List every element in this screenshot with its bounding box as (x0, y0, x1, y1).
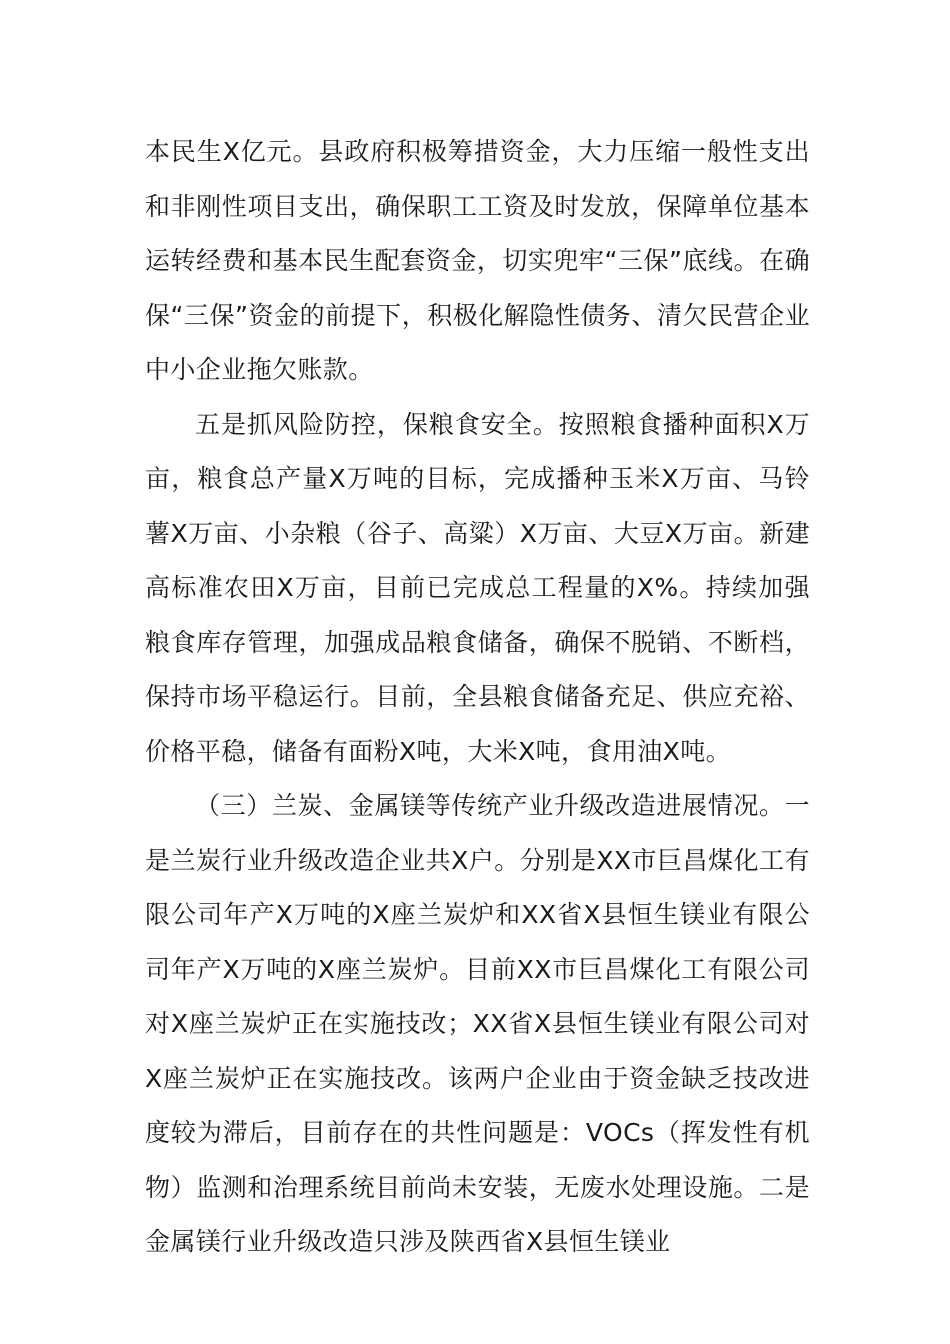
text-line: 发性有机物）监测和治理系统目前尚未安装，无废水处理 (145, 1118, 810, 1202)
text-line: 强粮食库存管理，加强成品粮食储备，确保不脱销、不断 (145, 573, 810, 657)
text-line: （三）兰炭、金属镁等传统产业升级改造进展情况。一 (195, 791, 810, 820)
text-line: 薯X万亩、小杂粮（谷子、高粱）X万亩、大豆X万亩。新 (145, 518, 785, 548)
text-line: 五是抓风险防控，保粮食安全。按照粮食播种面积X万 (195, 409, 810, 439)
text-line: 有限公司年产X万吨的X座兰炭炉和XX省X县恒生镁业有 (145, 845, 810, 929)
text-line: 乏技改进度较为滞后，目前存在的共性问题是：VOCs（挥 (145, 1063, 810, 1147)
paragraph-food-security (145, 398, 810, 780)
paragraph-industry-upgrade (145, 779, 810, 1270)
text-line: 线。在确保“三保”资金的前提下，积极化解隐性债务、 (145, 246, 810, 330)
text-line: 限公司年产X万吨的X座兰炭炉。目前XX市巨昌煤化工有 (145, 900, 810, 984)
text-line: 设施。二是金属镁行业升级改造只涉及陕西省X县恒生镁业 (145, 1172, 810, 1256)
paragraph-budget (145, 125, 810, 398)
text-line: 建高标准农田X万亩，目前已完成总工程量的X%。持续加 (145, 518, 810, 602)
text-line: 吨。 (680, 736, 731, 766)
text-line: 本民生X亿元。县政府积极筹措资金，大力压缩一般性支出 (145, 137, 810, 166)
text-line: 是兰炭行业升级改造企业共X户。分别是XX市巨昌煤化工 (145, 845, 785, 875)
text-line: 限公司对X座兰炭炉正在实施技改；XX省X县恒生镁业有 (145, 954, 811, 1038)
text-line: 清欠民营企业中小企业拖欠账款。 (145, 300, 811, 384)
text-line: 档，保持市场平稳运行。目前，全县粮食储备充足、供应 (145, 627, 810, 711)
text-line: 亩，粮食总产量X万吨的目标，完成播种玉米X万亩、马铃 (145, 464, 810, 493)
text-line: 和非刚性项目支出，确保职工工资及时发放，保障单位基 (145, 191, 785, 221)
text-line: 充裕、价格平稳，储备有面粉X吨，大米X吨，食用油X (145, 682, 811, 766)
text-line: 本运转经费和基本民生配套资金，切实兜牢“三保”底 (145, 191, 810, 275)
text-line: 限公司对X座兰炭炉正在实施技改。该两户企业由于资金缺 (145, 1009, 810, 1093)
document-body (145, 125, 810, 1270)
